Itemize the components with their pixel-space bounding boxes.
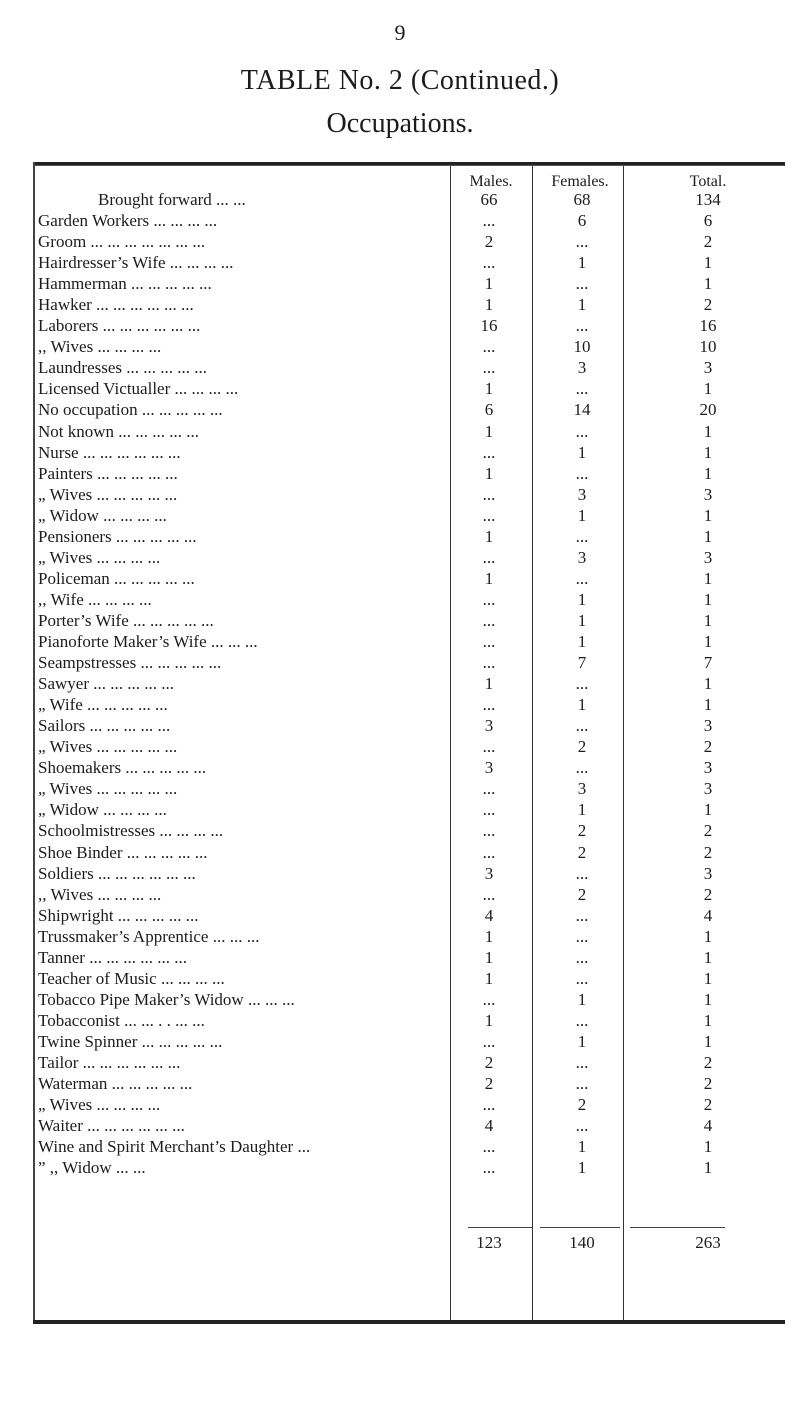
table-row (38, 526, 783, 547)
females-count: 1 (577, 505, 587, 525)
table-row (38, 463, 783, 484)
males-count: ... (482, 884, 496, 904)
occupation-label: „ Widow ... ... ... ... (38, 800, 167, 820)
total-females: 140 (569, 1233, 595, 1252)
total-count: 2 (703, 737, 713, 757)
total-count: 1 (703, 800, 713, 820)
occupation-label: Painters ... ... ... ... ... (38, 463, 178, 483)
males-count: 4 (484, 905, 494, 925)
males-count: ... (482, 253, 496, 273)
occupation-label: ,, Wife ... ... ... ... (38, 589, 152, 609)
males-count: ... (482, 821, 496, 841)
females-count: 2 (577, 821, 587, 841)
males-count: 16 (480, 316, 498, 336)
table-row (38, 315, 783, 336)
table-row (38, 842, 783, 863)
females-count: 1 (577, 695, 587, 715)
total-count: 3 (703, 484, 713, 504)
occupation-label: ” ,, Widow ... ... (38, 1158, 146, 1178)
females-count: ... (575, 232, 589, 252)
males-count: ... (482, 505, 496, 525)
header-males: Males. (469, 173, 513, 190)
total-count: 10 (699, 337, 717, 357)
occupation-label: Shoemakers ... ... ... ... ... (38, 758, 207, 778)
females-count: ... (575, 421, 589, 441)
occupation-label: Wine and Spirit Merchant’s Daughter ... (38, 1137, 311, 1157)
occupation-label: ,, Wives ... ... ... ... (38, 337, 162, 357)
total-count: 1 (703, 421, 713, 441)
occupation-label: Hairdresser’s Wife ... ... ... ... (38, 253, 234, 273)
table-row (38, 273, 783, 294)
table-row (38, 505, 783, 526)
occupation-label: Twine Spinner ... ... ... ... ... (38, 1031, 223, 1051)
occupation-label: ,, Wives ... ... ... ... (38, 884, 162, 904)
total-count: 1 (703, 274, 713, 294)
total-count: 1 (703, 505, 713, 525)
total-count: 7 (703, 653, 713, 673)
males-count: ... (482, 800, 496, 820)
occupation-label: Groom ... ... ... ... ... ... ... (38, 232, 206, 252)
males-count: ... (482, 1158, 496, 1178)
occupation-label: Laborers ... ... ... ... ... ... (38, 316, 201, 336)
females-count: ... (575, 1116, 589, 1136)
table-row (38, 694, 783, 715)
table-top-rule-thin (33, 165, 785, 166)
header-total: Total. (689, 173, 727, 190)
males-count: 3 (484, 863, 494, 883)
table-row (38, 252, 783, 273)
females-count: 2 (577, 737, 587, 757)
total-count: 1 (703, 1158, 713, 1178)
males-count: 1 (484, 526, 494, 546)
males-count: 2 (484, 1074, 494, 1094)
table-row (38, 1031, 783, 1052)
table-row (38, 673, 783, 694)
females-count: ... (575, 463, 589, 483)
females-count: ... (575, 926, 589, 946)
table-row (38, 568, 783, 589)
females-count: 3 (577, 547, 587, 567)
males-count: ... (482, 842, 496, 862)
total-count: 2 (703, 232, 713, 252)
table-row (38, 968, 783, 989)
table-row (38, 947, 783, 968)
males-count: ... (482, 337, 496, 357)
males-count: ... (482, 610, 496, 630)
table-row (38, 905, 783, 926)
table-row (38, 294, 783, 315)
total-count: 1 (703, 968, 713, 988)
total-count: 1 (703, 632, 713, 651)
males-count: ... (482, 653, 496, 673)
occupation-label: Licensed Victualler ... ... ... ... (38, 379, 239, 399)
brought-forward-females: 68 (573, 190, 591, 209)
females-count: 1 (577, 1158, 587, 1178)
table-row (38, 631, 783, 652)
occupation-label: Hammerman ... ... ... ... ... (38, 274, 212, 294)
table-row (38, 231, 783, 252)
brought-forward-label: Brought forward ... ... (98, 190, 246, 209)
females-count: ... (575, 758, 589, 778)
total-count: 3 (703, 779, 713, 799)
males-count: 2 (484, 1053, 494, 1072)
males-count: 1 (484, 968, 494, 988)
total-count: 1 (703, 568, 713, 588)
occupation-label: Schoolmistresses ... ... ... ... (38, 821, 224, 841)
occupation-label: Sawyer ... ... ... ... ... (38, 674, 174, 694)
occupation-label: „ Wives ... ... ... ... (38, 1095, 161, 1115)
total-all: 263 (695, 1233, 721, 1252)
occupation-label: Trussmaker’s Apprentice ... ... ... (38, 926, 260, 946)
occupation-label: Pensioners ... ... ... ... ... (38, 526, 197, 546)
total-count: 1 (703, 589, 713, 609)
table-row (38, 421, 783, 442)
brought-forward-row (38, 189, 783, 210)
occupation-label: Porter’s Wife ... ... ... ... ... (38, 610, 214, 630)
males-count: 1 (484, 295, 494, 315)
females-count: 1 (577, 800, 587, 820)
males-count: 1 (484, 274, 494, 294)
total-count: 1 (703, 695, 713, 715)
occupation-label: Garden Workers ... ... ... ... (38, 211, 218, 230)
occupation-label: „ Wives ... ... ... ... (38, 547, 161, 567)
occupation-label: Tobacco Pipe Maker’s Widow ... ... ... (38, 989, 295, 1009)
total-count: 2 (703, 295, 713, 315)
females-count: 1 (577, 295, 587, 315)
males-count: ... (482, 358, 496, 378)
females-count: ... (575, 947, 589, 967)
males-count: 1 (484, 674, 494, 694)
females-count: ... (575, 316, 589, 336)
occupation-label: „ Wife ... ... ... ... ... (38, 695, 168, 715)
total-count: 4 (703, 905, 713, 925)
females-count: 2 (577, 1095, 587, 1115)
occupation-label: Pianoforte Maker’s Wife ... ... ... (38, 632, 258, 651)
males-count: 3 (484, 716, 494, 736)
males-count: 1 (484, 379, 494, 399)
total-count: 3 (703, 547, 713, 567)
females-count: ... (575, 1010, 589, 1030)
females-count: 1 (577, 1031, 587, 1051)
total-males: 123 (476, 1233, 502, 1252)
table-row (38, 610, 783, 631)
females-count: 1 (577, 610, 587, 630)
males-count: ... (482, 989, 496, 1009)
females-count: 1 (577, 253, 587, 273)
total-count: 1 (703, 253, 713, 273)
males-count: ... (482, 737, 496, 757)
brought-forward-total: 134 (695, 190, 721, 209)
total-count: 2 (703, 1053, 713, 1072)
males-count: 3 (484, 758, 494, 778)
males-count: 2 (484, 232, 494, 252)
table-row (38, 1136, 783, 1157)
table-row (38, 442, 783, 463)
males-count: 1 (484, 926, 494, 946)
total-count: 2 (703, 1074, 713, 1094)
females-count: 3 (577, 484, 587, 504)
total-count: 2 (703, 884, 713, 904)
females-count: 1 (577, 1137, 587, 1157)
occupation-label: No occupation ... ... ... ... ... (38, 400, 223, 420)
males-count: ... (482, 442, 496, 462)
males-count: 1 (484, 1010, 494, 1030)
males-count: ... (482, 589, 496, 609)
females-count: ... (575, 379, 589, 399)
females-count: ... (575, 1053, 589, 1072)
males-count: ... (482, 779, 496, 799)
occupation-label: Tobacconist ... ... . . ... ... (38, 1010, 205, 1030)
table-row (38, 652, 783, 673)
females-count: ... (575, 674, 589, 694)
table-row (38, 757, 783, 778)
females-count: 1 (577, 632, 587, 651)
females-count: 14 (573, 400, 591, 420)
total-count: 3 (703, 758, 713, 778)
table-row (38, 357, 783, 378)
occupation-label: Shoe Binder ... ... ... ... ... (38, 842, 208, 862)
total-count: 1 (703, 442, 713, 462)
table-row (38, 863, 783, 884)
header-females: Females. (551, 173, 609, 190)
occupation-label: „ Wives ... ... ... ... ... (38, 779, 178, 799)
males-count: ... (482, 211, 496, 230)
females-count: 1 (577, 589, 587, 609)
table-row (38, 210, 783, 231)
females-count: ... (575, 568, 589, 588)
total-count: 1 (703, 463, 713, 483)
total-count: 6 (703, 211, 713, 230)
page-number: 9 (394, 20, 406, 45)
total-count: 2 (703, 842, 713, 862)
total-count: 3 (703, 863, 713, 883)
occupation-label: Soldiers ... ... ... ... ... ... (38, 863, 196, 883)
totals-rule-males (468, 1227, 532, 1228)
total-count: 1 (703, 926, 713, 946)
females-count: 3 (577, 779, 587, 799)
total-count: 2 (703, 1095, 713, 1115)
table-row (38, 484, 783, 505)
table-row (38, 1073, 783, 1094)
occupation-label: „ Wives ... ... ... ... ... (38, 484, 178, 504)
total-count: 1 (703, 379, 713, 399)
table-row (38, 378, 783, 399)
males-count: 1 (484, 463, 494, 483)
females-count: 2 (577, 842, 587, 862)
total-count: 3 (703, 358, 713, 378)
table-row (38, 799, 783, 820)
total-count: 16 (699, 316, 717, 336)
total-count: 1 (703, 1031, 713, 1051)
females-count: 3 (577, 358, 587, 378)
total-count: 1 (703, 674, 713, 694)
totals-rule-total (630, 1227, 725, 1228)
males-count: 1 (484, 947, 494, 967)
total-count: 1 (703, 1010, 713, 1030)
males-count: 1 (484, 568, 494, 588)
table-row (38, 1094, 783, 1115)
table-row (38, 1052, 783, 1073)
females-count: 1 (577, 989, 587, 1009)
total-count: 1 (703, 989, 713, 1009)
total-count: 1 (703, 947, 713, 967)
occupation-label: „ Wives ... ... ... ... ... (38, 737, 178, 757)
males-count: ... (482, 632, 496, 651)
females-count: 1 (577, 442, 587, 462)
table-row (38, 715, 783, 736)
females-count: ... (575, 274, 589, 294)
table-row (38, 820, 783, 841)
occupation-label: Nurse ... ... ... ... ... ... (38, 442, 181, 462)
total-count: 2 (703, 821, 713, 841)
females-count: ... (575, 1074, 589, 1094)
females-count: 6 (577, 211, 587, 230)
occupation-label: Tailor ... ... ... ... ... ... (38, 1053, 181, 1072)
total-count: 20 (699, 400, 717, 420)
occupation-label: Seampstresses ... ... ... ... ... (38, 653, 222, 673)
occupation-label: Hawker ... ... ... ... ... ... (38, 295, 194, 315)
totals-rule-females (540, 1227, 620, 1228)
occupation-label: Waiter ... ... ... ... ... ... (38, 1116, 185, 1136)
table-row (38, 399, 783, 420)
occupation-label: „ Widow ... ... ... ... (38, 505, 167, 525)
total-count: 1 (703, 610, 713, 630)
males-count: ... (482, 1137, 496, 1157)
total-count: 3 (703, 716, 713, 736)
table-row (38, 884, 783, 905)
males-count: 1 (484, 421, 494, 441)
table-title: TABLE No. 2 (Continued.) (240, 65, 560, 96)
occupation-label: Tanner ... ... ... ... ... ... (38, 947, 187, 967)
females-count: 7 (577, 653, 587, 673)
males-count: ... (482, 547, 496, 567)
occupation-label: Sailors ... ... ... ... ... (38, 716, 171, 736)
table-row (38, 1157, 783, 1178)
males-count: ... (482, 484, 496, 504)
males-count: 6 (484, 400, 494, 420)
males-count: ... (482, 1095, 496, 1115)
table-row (38, 336, 783, 357)
table-row (38, 1010, 783, 1031)
females-count: ... (575, 863, 589, 883)
table-row (38, 778, 783, 799)
table-left-rule (33, 162, 35, 1324)
table-row (38, 1115, 783, 1136)
total-count: 1 (703, 526, 713, 546)
females-count: ... (575, 905, 589, 925)
table-row (38, 589, 783, 610)
brought-forward-males: 66 (480, 190, 498, 209)
total-count: 1 (703, 1137, 713, 1157)
table-row (38, 547, 783, 568)
females-count: ... (575, 716, 589, 736)
occupation-label: Shipwright ... ... ... ... ... (38, 905, 199, 925)
females-count: 10 (573, 337, 591, 357)
table-row (38, 989, 783, 1010)
females-count: ... (575, 968, 589, 988)
females-count: 2 (577, 884, 587, 904)
occupation-label: Teacher of Music ... ... ... ... (38, 968, 225, 988)
males-count: 4 (484, 1116, 494, 1136)
occupation-label: Not known ... ... ... ... ... (38, 421, 200, 441)
males-count: ... (482, 695, 496, 715)
table-row (38, 926, 783, 947)
table-subtitle: Occupations. (326, 108, 474, 139)
table-row (38, 736, 783, 757)
occupation-label: Policeman ... ... ... ... ... (38, 568, 195, 588)
males-count: ... (482, 1031, 496, 1051)
occupation-label: Laundresses ... ... ... ... ... (38, 358, 208, 378)
females-count: ... (575, 526, 589, 546)
total-count: 4 (703, 1116, 713, 1136)
occupation-label: Waterman ... ... ... ... ... (38, 1074, 193, 1094)
table-bottom-rule (33, 1320, 785, 1324)
